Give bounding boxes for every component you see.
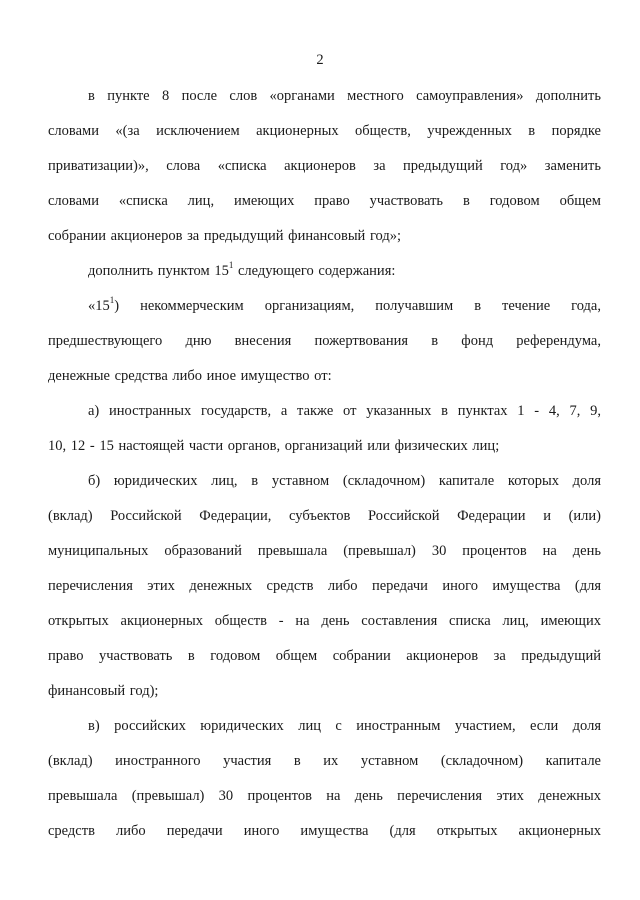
text-line: в пункте 8 после слов «органами местного самоуправления» дополнить [88,88,601,104]
text-line: словами «списка лиц, имеющих право участвовать в годовом общем [48,193,601,209]
text-fragment: дополнить пунктом 15 [88,263,229,279]
text-line: предшествующего дню внесения пожертвования в фонд референдума, [48,333,601,349]
text-line [48,289,601,324]
text-line: превышала (превышал) 30 процентов на день перечисления этих денежных [48,788,601,804]
superscript: 1 [109,295,115,306]
text-line: б) юридических лиц, в уставном (складочном) капитале которых доля [88,473,601,489]
text-fragment: «15 [88,298,110,314]
text-line: 10, 12 - 15 настоящей части органов, организаций или физических лиц; [48,438,500,454]
text-fragment: следующего содержания: [233,263,396,279]
text-line: (вклад) Российской Федерации, субъектов Российской Федерации и (или) [48,508,601,524]
text-line: в) российских юридических лиц с иностранным участием, если доля [88,718,601,734]
text-line: собрании акционеров за предыдущий финансовый год»; [48,228,402,244]
text-line: муниципальных образований превышала (превышал) 30 процентов на день [48,543,601,559]
paragraph-6 [48,709,601,849]
text-line: финансовый год); [48,683,159,699]
text-line [48,254,601,289]
paragraph-1 [48,79,601,254]
page-number: 2 [316,52,324,68]
document-body [48,79,601,849]
paragraph-4 [48,394,601,464]
text-line: (вклад) иностранного участия в их уставном (складочном) капитале [48,753,601,769]
superscript: 1 [228,260,234,271]
text-line: словами «(за исключением акционерных обществ, учрежденных в порядке [48,123,601,139]
paragraph-5 [48,464,601,709]
text-line: средств либо передачи иного имущества (для открытых акционерных [48,823,601,839]
text-fragment: ) некоммерческим организациям, получавшим в течение года, [114,298,601,314]
text-line: право участвовать в годовом общем собрании акционеров за предыдущий [48,648,601,664]
text-line: а) иностранных государств, а также от указанных в пунктах 1 - 4, 7, 9, [88,403,601,419]
text-line: открытых акционерных обществ - на день составления списка лиц, имеющих [48,613,601,629]
paragraph-3 [48,289,601,394]
text-line: перечисления этих денежных средств либо передачи иного имущества (для [48,578,601,594]
paragraph-2 [48,254,601,289]
text-line: денежные средства либо иное имущество от: [48,368,332,384]
text-line: приватизации)», слова «списка акционеров за предыдущий год» заменить [48,158,601,174]
